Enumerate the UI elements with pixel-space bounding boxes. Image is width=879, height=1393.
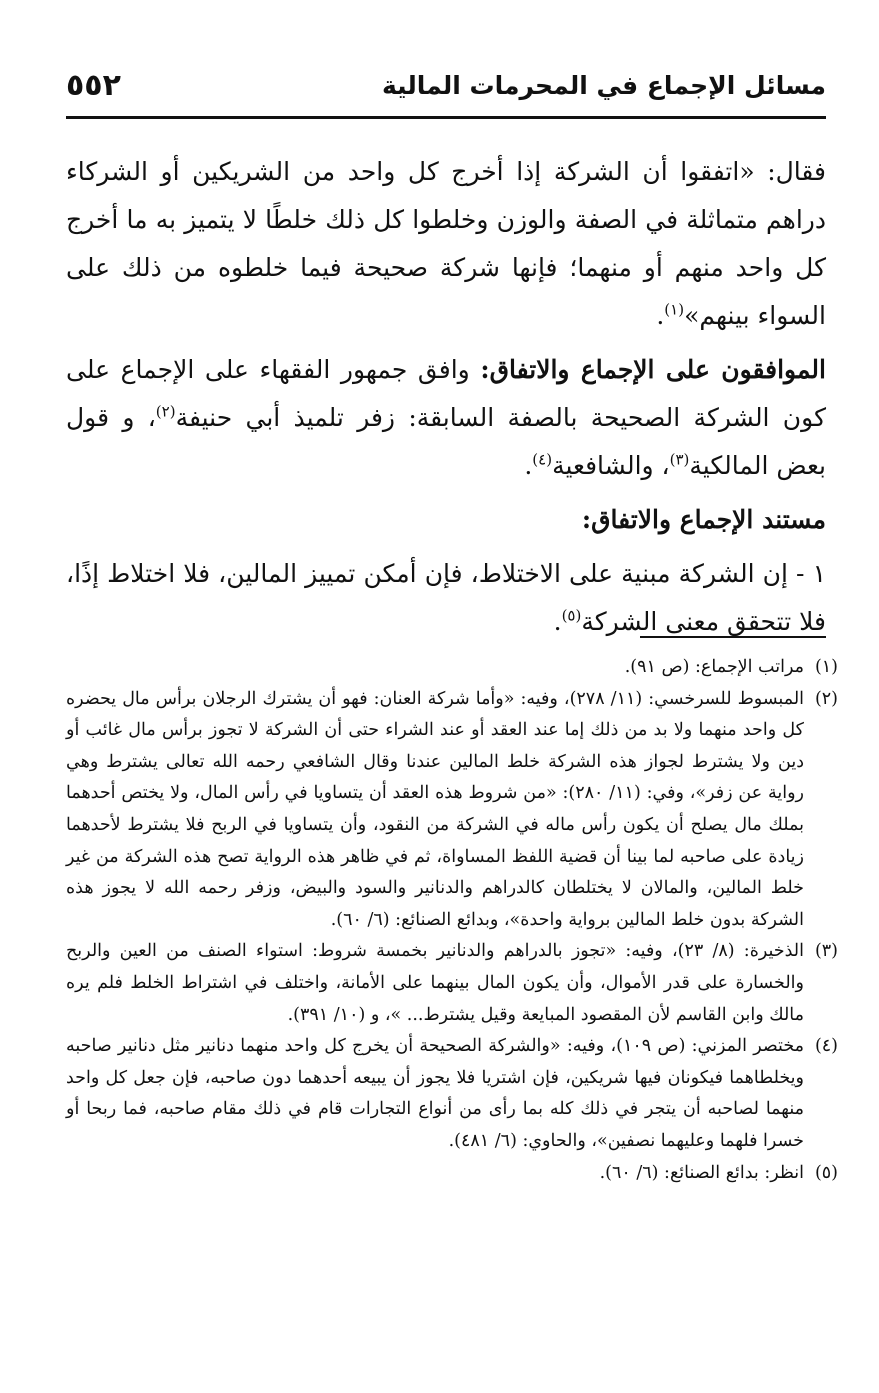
agreeing-text-b: ، و قول بعض المالكية — [66, 403, 826, 480]
paragraph-basis-1 — [66, 550, 826, 646]
footnote-5 — [66, 1158, 838, 1190]
footnote-text: انظر: بدائع الصنائع: (٦/ ٦٠). — [599, 1162, 804, 1183]
period: . — [524, 451, 533, 480]
footnote-ref-3[interactable]: (٣) — [669, 450, 690, 469]
header-rule — [66, 116, 826, 119]
footnote-number: (٤) — [814, 1036, 838, 1057]
footnote-number: (٣) — [814, 941, 838, 962]
footnote-number: (٢) — [814, 688, 838, 709]
footnote-text: الذخيرة: (٨/ ٢٣)، وفيه: «تجوز بالدراهم والدنانير بخمسة شروط: استواء الصنف من العين والربح والخسارة على قدر الأموال، وأن يكون المال بينهما على الأمانة، واختلف في اشتراط الخلط فلم يره مالك وابن القاسم لأن المقصود المبايعة وقيل يشترط... »، و (١٠/ ٣٩١). — [66, 941, 804, 1025]
period: . — [656, 301, 665, 330]
main-text — [66, 148, 826, 646]
footnote-ref-2[interactable]: (٢) — [155, 402, 176, 421]
basis-text: ١ - إن الشركة مبنية على الاختلاط، فإن أمكن تمييز المالين، فلا اختلاط إذًا، فلا تتحقق معنى الشركة — [66, 559, 826, 636]
section-heading-agreeing: الموافقون على الإجماع والاتفاق: — [480, 355, 826, 384]
quote-text: فقال: «اتفقوا أن الشركة إذا أخرج كل واحد من الشريكين أو الشركاء دراهم متماثلة في الصفة والوزن وخلطوا كل ذلك خلطًا لا يتميز به ما أخرج كل واحد منهم أو منهما؛ فإنها شركة صحيحة فيما خلطوه من ذلك على السواء بينهم» — [66, 157, 826, 330]
footnote-2 — [66, 684, 838, 937]
footnote-text: المبسوط للسرخسي: (١١/ ٢٧٨)، وفيه: «وأما شركة العنان: فهو أن يشترك الرجلان برأس مال يحضره كل واحد منهما ولا بد من ذلك إما عند العقد أو عند الشراء حتى أن الشركة لا تجوز برأس مال غائب أو دين ولا يشترط لجواز هذه الشركة خلط المالين عندنا وقال الشافعي رحمه الله تعالى يشترط وهي رواية عن زفر»، وفي: (١١/ ٢٨٠): «من شروط هذه العقد أن يتساويا في رأس المال، ولا يختص أحدهما بملك مال يصلح أن يكون رأس ماله في الشركة من النقود، وأن يتساويا في الربح فلا يشترط لأحدهما زيادة على صاحبه لما بينا أن قضية اللفظ المساواة، ثم في ظاهر هذه الرواية تصح هذه الشركة من غير خلط المالين، والمالان لا يختلطان كالدراهم والدنانير والسود والبيض، وزفر رحمه الله لا يجوز هذه الشركة بدون خلط المالين برواية واحدة»، وبدائع الصنائع: (٦/ ٦٠). — [66, 688, 805, 930]
footnote-ref-5[interactable]: (٥) — [561, 606, 582, 625]
period: . — [553, 607, 562, 636]
footnote-text: مراتب الإجماع: (ص ٩١). — [624, 657, 804, 677]
footnote-text: مختصر المزني: (ص ١٠٩)، وفيه: «والشركة الصحيحة أن يخرج كل واحد منهما دنانير مثل دنانير صاحبه ويخلطاهما فيكونان فيها شريكين، فإن اشتريا فلا يجوز أن يبيعه أحدهما دون صاحبه، فإن جعل كل واحد منهما لصاحبه أن يتجر في ذلك كله بما رأى من أنواع التجارات قام في ذلك مقام صاحبه، فما ربحا أو خسرا فلهما وعليهما نصفين»، والحاوي: (٦/ ٤٨١). — [66, 1036, 805, 1151]
footnote-1 — [66, 652, 838, 684]
footnote-number: (٥) — [814, 1162, 838, 1183]
footnote-number: (١) — [814, 657, 838, 677]
running-header — [66, 62, 826, 108]
footnotes — [66, 652, 838, 1189]
footnote-4 — [66, 1031, 838, 1157]
page-number: ٥٥٢ — [66, 67, 121, 103]
paragraph-quote — [66, 148, 826, 340]
header-title: مسائل الإجماع في المحرمات المالية — [381, 70, 826, 100]
footnote-ref-4[interactable]: (٤) — [532, 450, 553, 469]
section-heading-basis: مستند الإجماع والاتفاق: — [581, 505, 826, 534]
agreeing-text-a: وافق جمهور الفقهاء على الإجماع على كون الشركة الصحيحة بالصفة السابقة: زفر تلميذ أبي حنيفة — [66, 355, 826, 432]
paragraph-agreeing-scholars — [66, 346, 826, 490]
footnote-ref-1[interactable]: (١) — [664, 300, 685, 319]
footnote-3 — [66, 936, 838, 1031]
footnote-separator — [640, 636, 826, 638]
agreeing-text-c: ، والشافعية — [552, 451, 670, 480]
